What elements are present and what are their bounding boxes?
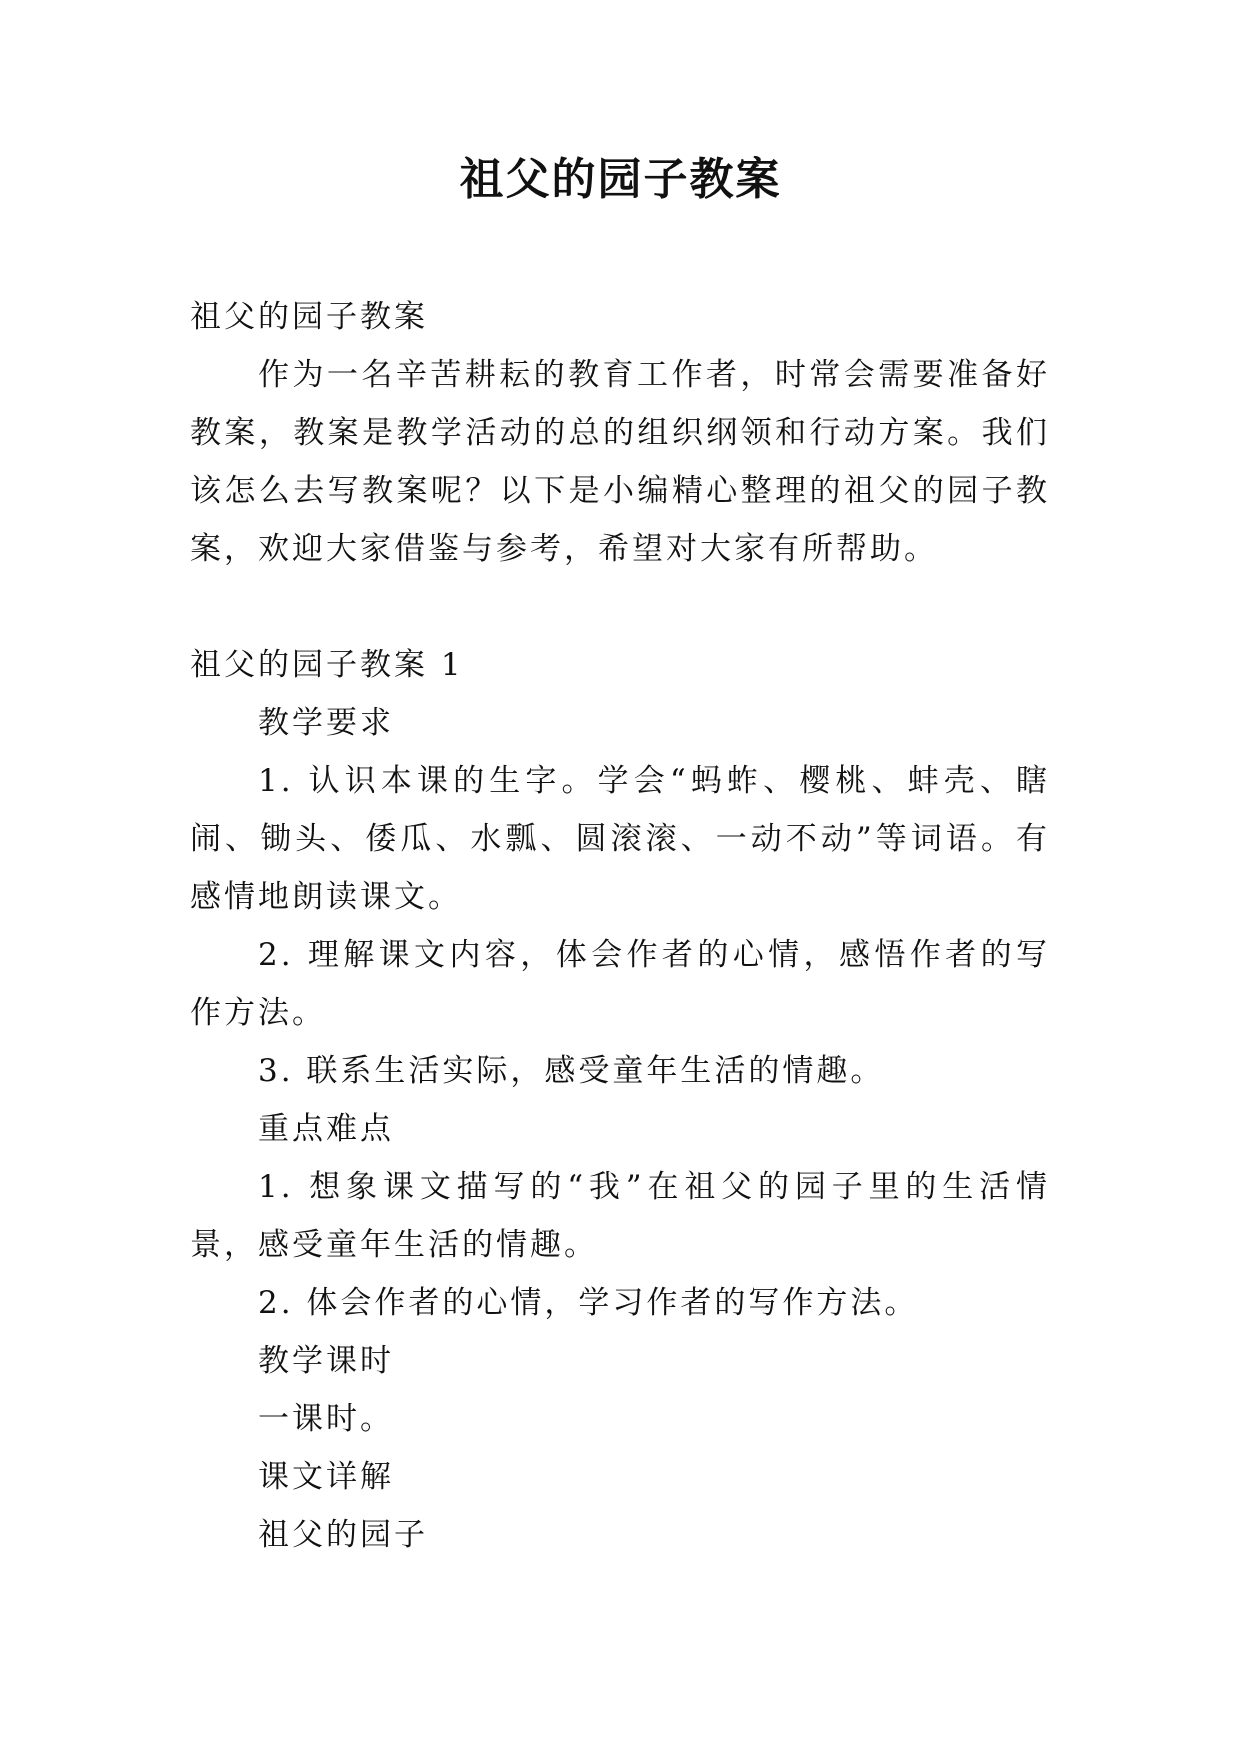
class-hours-heading: 教学课时 — [258, 1343, 394, 1379]
class-hours-value: 一课时。 — [258, 1401, 394, 1437]
key-point-item: 1. 想象课文描写的“我”在祖父的园子里的生活情景，感受童年生活的情趣。 — [190, 1169, 1050, 1263]
teaching-requirements-heading: 教学要求 — [258, 705, 394, 741]
requirement-item: 3. 联系生活实际，感受童年生活的情趣。 — [258, 1053, 885, 1089]
detail-heading: 课文详解 — [258, 1459, 394, 1495]
detail-subtitle: 祖父的园子 — [258, 1517, 428, 1553]
section-gap — [190, 578, 1050, 636]
document-body — [190, 288, 1050, 1564]
section-title: 祖父的园子教案 1 — [190, 647, 464, 683]
intro-paragraph: 作为一名辛苦耕耘的教育工作者，时常会需要准备好教案，教案是教学活动的总的组织纲领和行动方案。我们该怎么去写教案呢？以下是小编精心整理的祖父的园子教案，欢迎大家借鉴与参考，希望对大家有所帮助。 — [190, 357, 1050, 567]
requirement-item: 2. 理解课文内容，体会作者的心情，感悟作者的写作方法。 — [190, 937, 1050, 1031]
key-point-item: 2. 体会作者的心情，学习作者的写作方法。 — [258, 1285, 919, 1321]
requirement-item: 1. 认识本课的生字。学会“蚂蚱、樱桃、蚌壳、瞎闹、锄头、倭瓜、水瓢、圆滚滚、一动不动”等词语。有感情地朗读课文。 — [190, 763, 1050, 915]
key-points-heading: 重点难点 — [258, 1111, 394, 1147]
document-title: 祖父的园子教案 — [459, 154, 782, 205]
document-subtitle: 祖父的园子教案 — [190, 299, 428, 335]
